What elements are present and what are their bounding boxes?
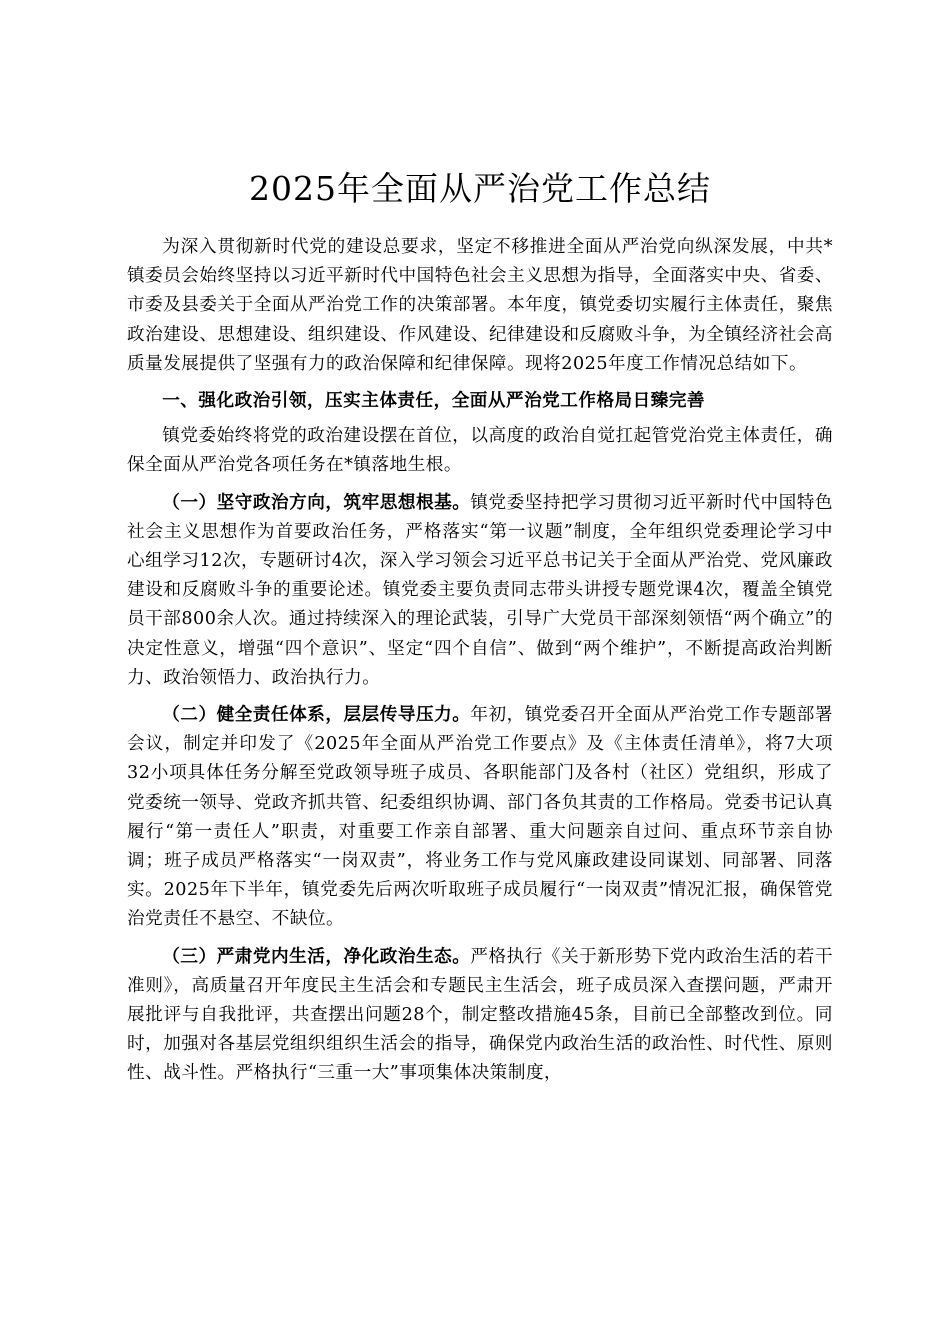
- subsection-paragraph-3: [127, 942, 833, 1089]
- subsection-lead-2: （二）健全责任体系，层层传导压力。: [162, 704, 471, 726]
- subsection-lead-3: （三）严肃党内生活，净化政治生态。: [162, 945, 471, 967]
- document-body: [127, 163, 833, 1089]
- section-intro-paragraph: 镇党委始终将党的政治建设摆在首位，以高度的政治自觉扛起管党治党主体责任，确保全面从严治党各项任务在*镇落地生根。: [127, 426, 833, 476]
- subsection-text-2: 年初，镇党委召开全面从严治党工作专题部署会议，制定并印发了《2025年全面从严治党工作要点》及《主体责任清单》，将7大项32小项具体任务分解至党政领导班子成员、各职能部门及各村（社区）党组织，形成了党委统一领导、党政齐抓共管、纪委组织协调、部门各负其责的工作格局。党委书记认真履行“第一责任人”职责，对重要工作亲自部署、重大问题亲自过问、重点环节亲自协调；班子成员严格落实“一岗双责”，将业务工作与党风廉政建设同谋划、同部署、同落实。2025年下半年，镇党委先后两次听取班子成员履行“一岗双责”情况汇报，确保管党治党责任不悬空、不缺位。: [127, 705, 833, 930]
- document-title: 2025年全面从严治党工作总结: [249, 169, 711, 208]
- subsection-text-3: 严格执行《关于新形势下党内政治生活的若干准则》，高质量召开年度民主生活会和专题民主生活会，班子成员深入查摆问题，严肃开展批评与自我批评，共查摆出问题28个，制定整改措施45条，目前已全部整改到位。同时，加强对各基层党组织组织生活会的指导，确保党内政治生活的政治性、时代性、原则性、战斗性。严格执行“三重一大”事项集体决策制度，: [127, 946, 833, 1084]
- intro-paragraph: 为深入贯彻新时代党的建设总要求，坚定不移推进全面从严治党向纵深发展，中共*镇委员会始终坚持以习近平新时代中国特色社会主义思想为指导，全面落实中央、省委、市委及县委关于全面从严治党工作的决策部署。本年度，镇党委切实履行主体责任，聚焦政治建设、思想建设、组织建设、作风建设、纪律建设和反腐败斗争，为全镇经济社会高质量发展提供了坚强有力的政治保障和纪律保障。现将2025年度工作情况总结如下。: [127, 237, 833, 374]
- section-heading-1: 一、强化政治引领，压实主体责任，全面从严治党工作格局日臻完善: [162, 390, 706, 412]
- subsection-paragraph-2: [127, 700, 833, 935]
- subsection-lead-1: （一）坚守政治方向，筑牢思想根基。: [162, 491, 471, 513]
- subsection-paragraph-1: [127, 488, 833, 693]
- subsection-text-1: 镇党委坚持把学习贯彻习近平新时代中国特色社会主义思想作为首要政治任务，严格落实“第一议题”制度，全年组织党委理论学习中心组学习12次，专题研讨4次，深入学习领会习近平总书记关于全面从严治党、党风廉政建设和反腐败斗争的重要论述。镇党委主要负责同志带头讲授专题党课4次，覆盖全镇党员干部800余人次。通过持续深入的理论武装，引导广大党员干部深刻领悟“两个确立”的决定性意义，增强“四个意识”、坚定“四个自信”、做到“两个维护”，不断提高政治判断力、政治领悟力、政治执行力。: [127, 492, 833, 688]
